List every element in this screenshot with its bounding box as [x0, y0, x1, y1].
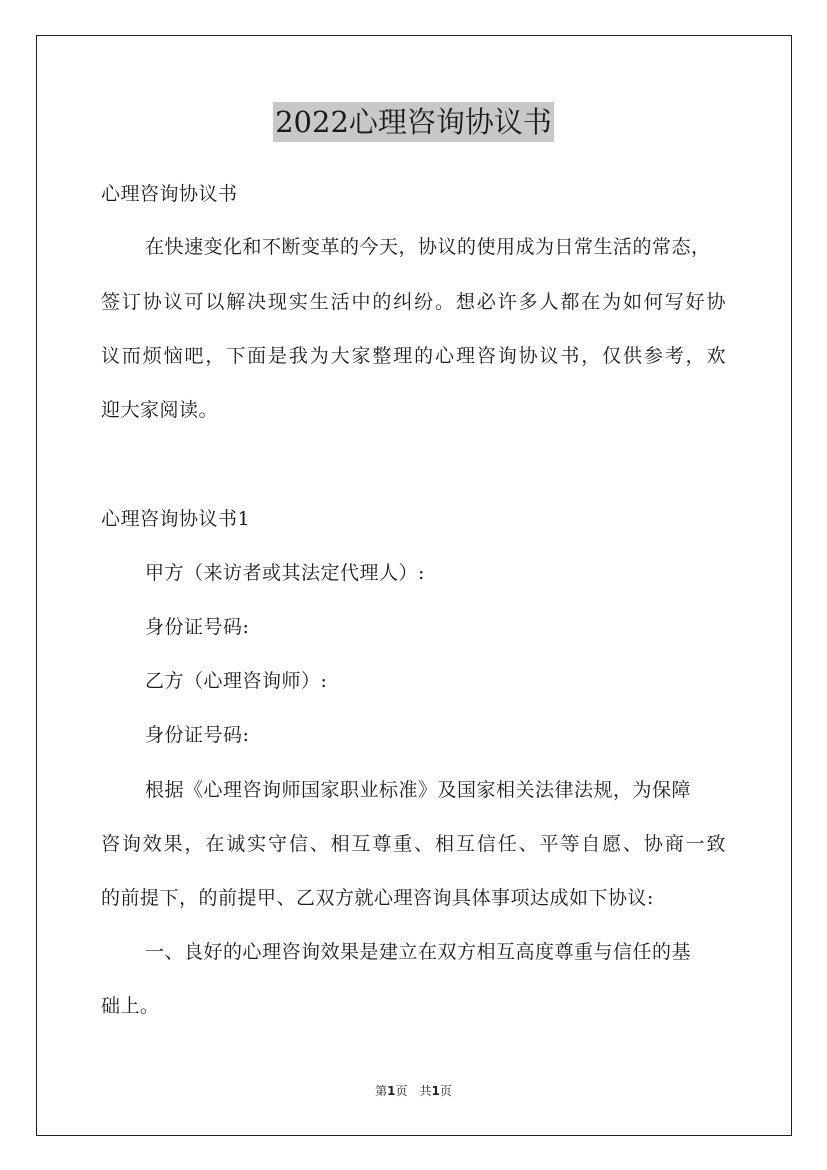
footer-text: 页 共	[395, 1084, 432, 1098]
page-footer	[0, 1083, 827, 1099]
party-a-line: 甲方（来访者或其法定代理人）:	[145, 562, 425, 584]
paragraph-line: 根据《心理咨询师国家职业标准》及国家相关法律法规，为保障	[145, 779, 692, 801]
footer-page-current: 1	[387, 1084, 396, 1098]
footer-text: 第	[375, 1084, 388, 1098]
id-number-line: 身份证号码:	[145, 616, 250, 638]
id-number-line: 身份证号码:	[145, 724, 250, 746]
paragraph-line: 的前提下，的前提甲、乙双方就心理咨询具体事项达成如下协议:	[101, 887, 654, 909]
paragraph-line: 签订协议可以解决现实生活中的纠纷。想必许多人都在为如何写好协	[101, 291, 726, 313]
paragraph-line: 迎大家阅读。	[101, 399, 219, 421]
paragraph-line: 一、良好的心理咨询效果是建立在双方相互高度尊重与信任的基	[145, 941, 692, 963]
document-title: 2022心理咨询协议书	[273, 102, 554, 142]
paragraph-line: 础上。	[101, 995, 160, 1017]
party-b-line: 乙方（心理咨询师）:	[145, 670, 328, 692]
section-heading: 心理咨询协议书	[101, 183, 238, 205]
paragraph-line: 议而烦恼吧，下面是我为大家整理的心理咨询协议书，仅供参考，欢	[101, 345, 726, 367]
footer-page-total: 1	[431, 1084, 440, 1098]
footer-text: 页	[439, 1084, 452, 1098]
paragraph-line: 在快速变化和不断变革的今天，协议的使用成为日常生活的常态，	[145, 236, 711, 258]
paragraph-line: 咨询效果，在诚实守信、相互尊重、相互信任、平等自愿、协商一致	[101, 833, 726, 855]
title-container	[0, 102, 827, 142]
section-heading: 心理咨询协议书1	[101, 508, 251, 530]
